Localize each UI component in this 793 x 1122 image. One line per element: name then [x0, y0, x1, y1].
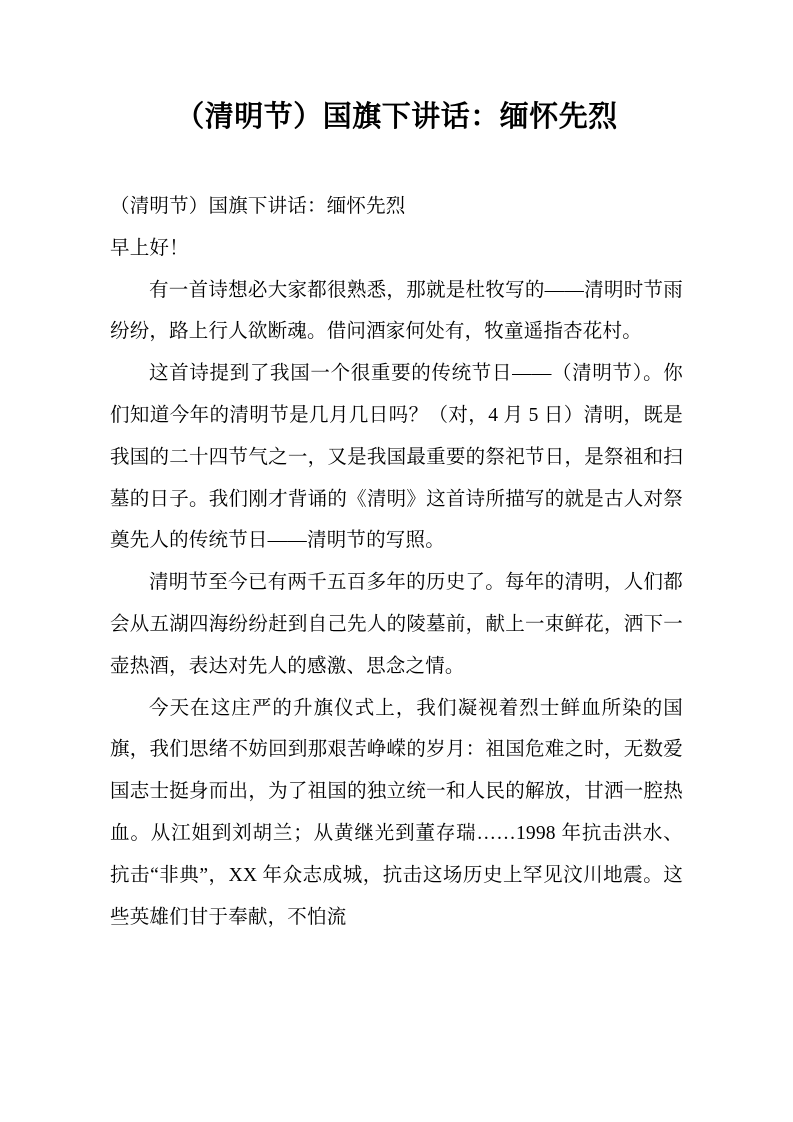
- page-content-area: [110, 0, 683, 1122]
- paragraph-heading-repeat: （清明节）国旗下讲话：缅怀先烈: [110, 196, 406, 217]
- paragraph-history: 清明节至今已有两千五百多年的历史了。每年的清明，人们都会从五湖四海纷纷赶到自己先人的陵墓前，献上一束鲜花，洒下一壶热酒，表达对先人的感激、思念之情。: [110, 572, 683, 677]
- document-body: [110, 186, 683, 938]
- paragraph-poem-intro: 有一首诗想必大家都很熟悉，那就是杜牧写的——清明时节雨纷纷，路上行人欲断魂。借问酒家何处有，牧童遥指杏花村。: [110, 279, 683, 343]
- paragraph-greeting: 早上好！: [110, 237, 189, 259]
- page-title: （清明节）国旗下讲话：缅怀先烈: [175, 101, 618, 133]
- paragraph-flag-ceremony: 今天在这庄严的升旗仪式上，我们凝视着烈士鲜血所染的国旗，我们思绪不妨回到那艰苦峥嵘的岁月：祖国危难之时，无数爱国志士挺身而出，为了祖国的独立统一和人民的解放，甘洒一腔热血。从江姐到刘胡兰；从黄继光到董存瑞……1998 年抗击洪水、抗击“非典”，XX 年众志成城，抗击这场历史上罕见汶川地震。这些英雄们甘于奉献，不怕流: [110, 697, 683, 928]
- paragraph-festival-explain: 这首诗提到了我国一个很重要的传统节日——（清明节）。你们知道今年的清明节是几月几日吗？（对，4 月 5 日）清明，既是我国的二十四节气之一，又是我国最重要的祭祀节日，是祭祖和扫墓的日子。我们刚才背诵的《清明》这首诗所描写的就是古人对祭奠先人的传统节日——清明节的写照。: [110, 363, 683, 552]
